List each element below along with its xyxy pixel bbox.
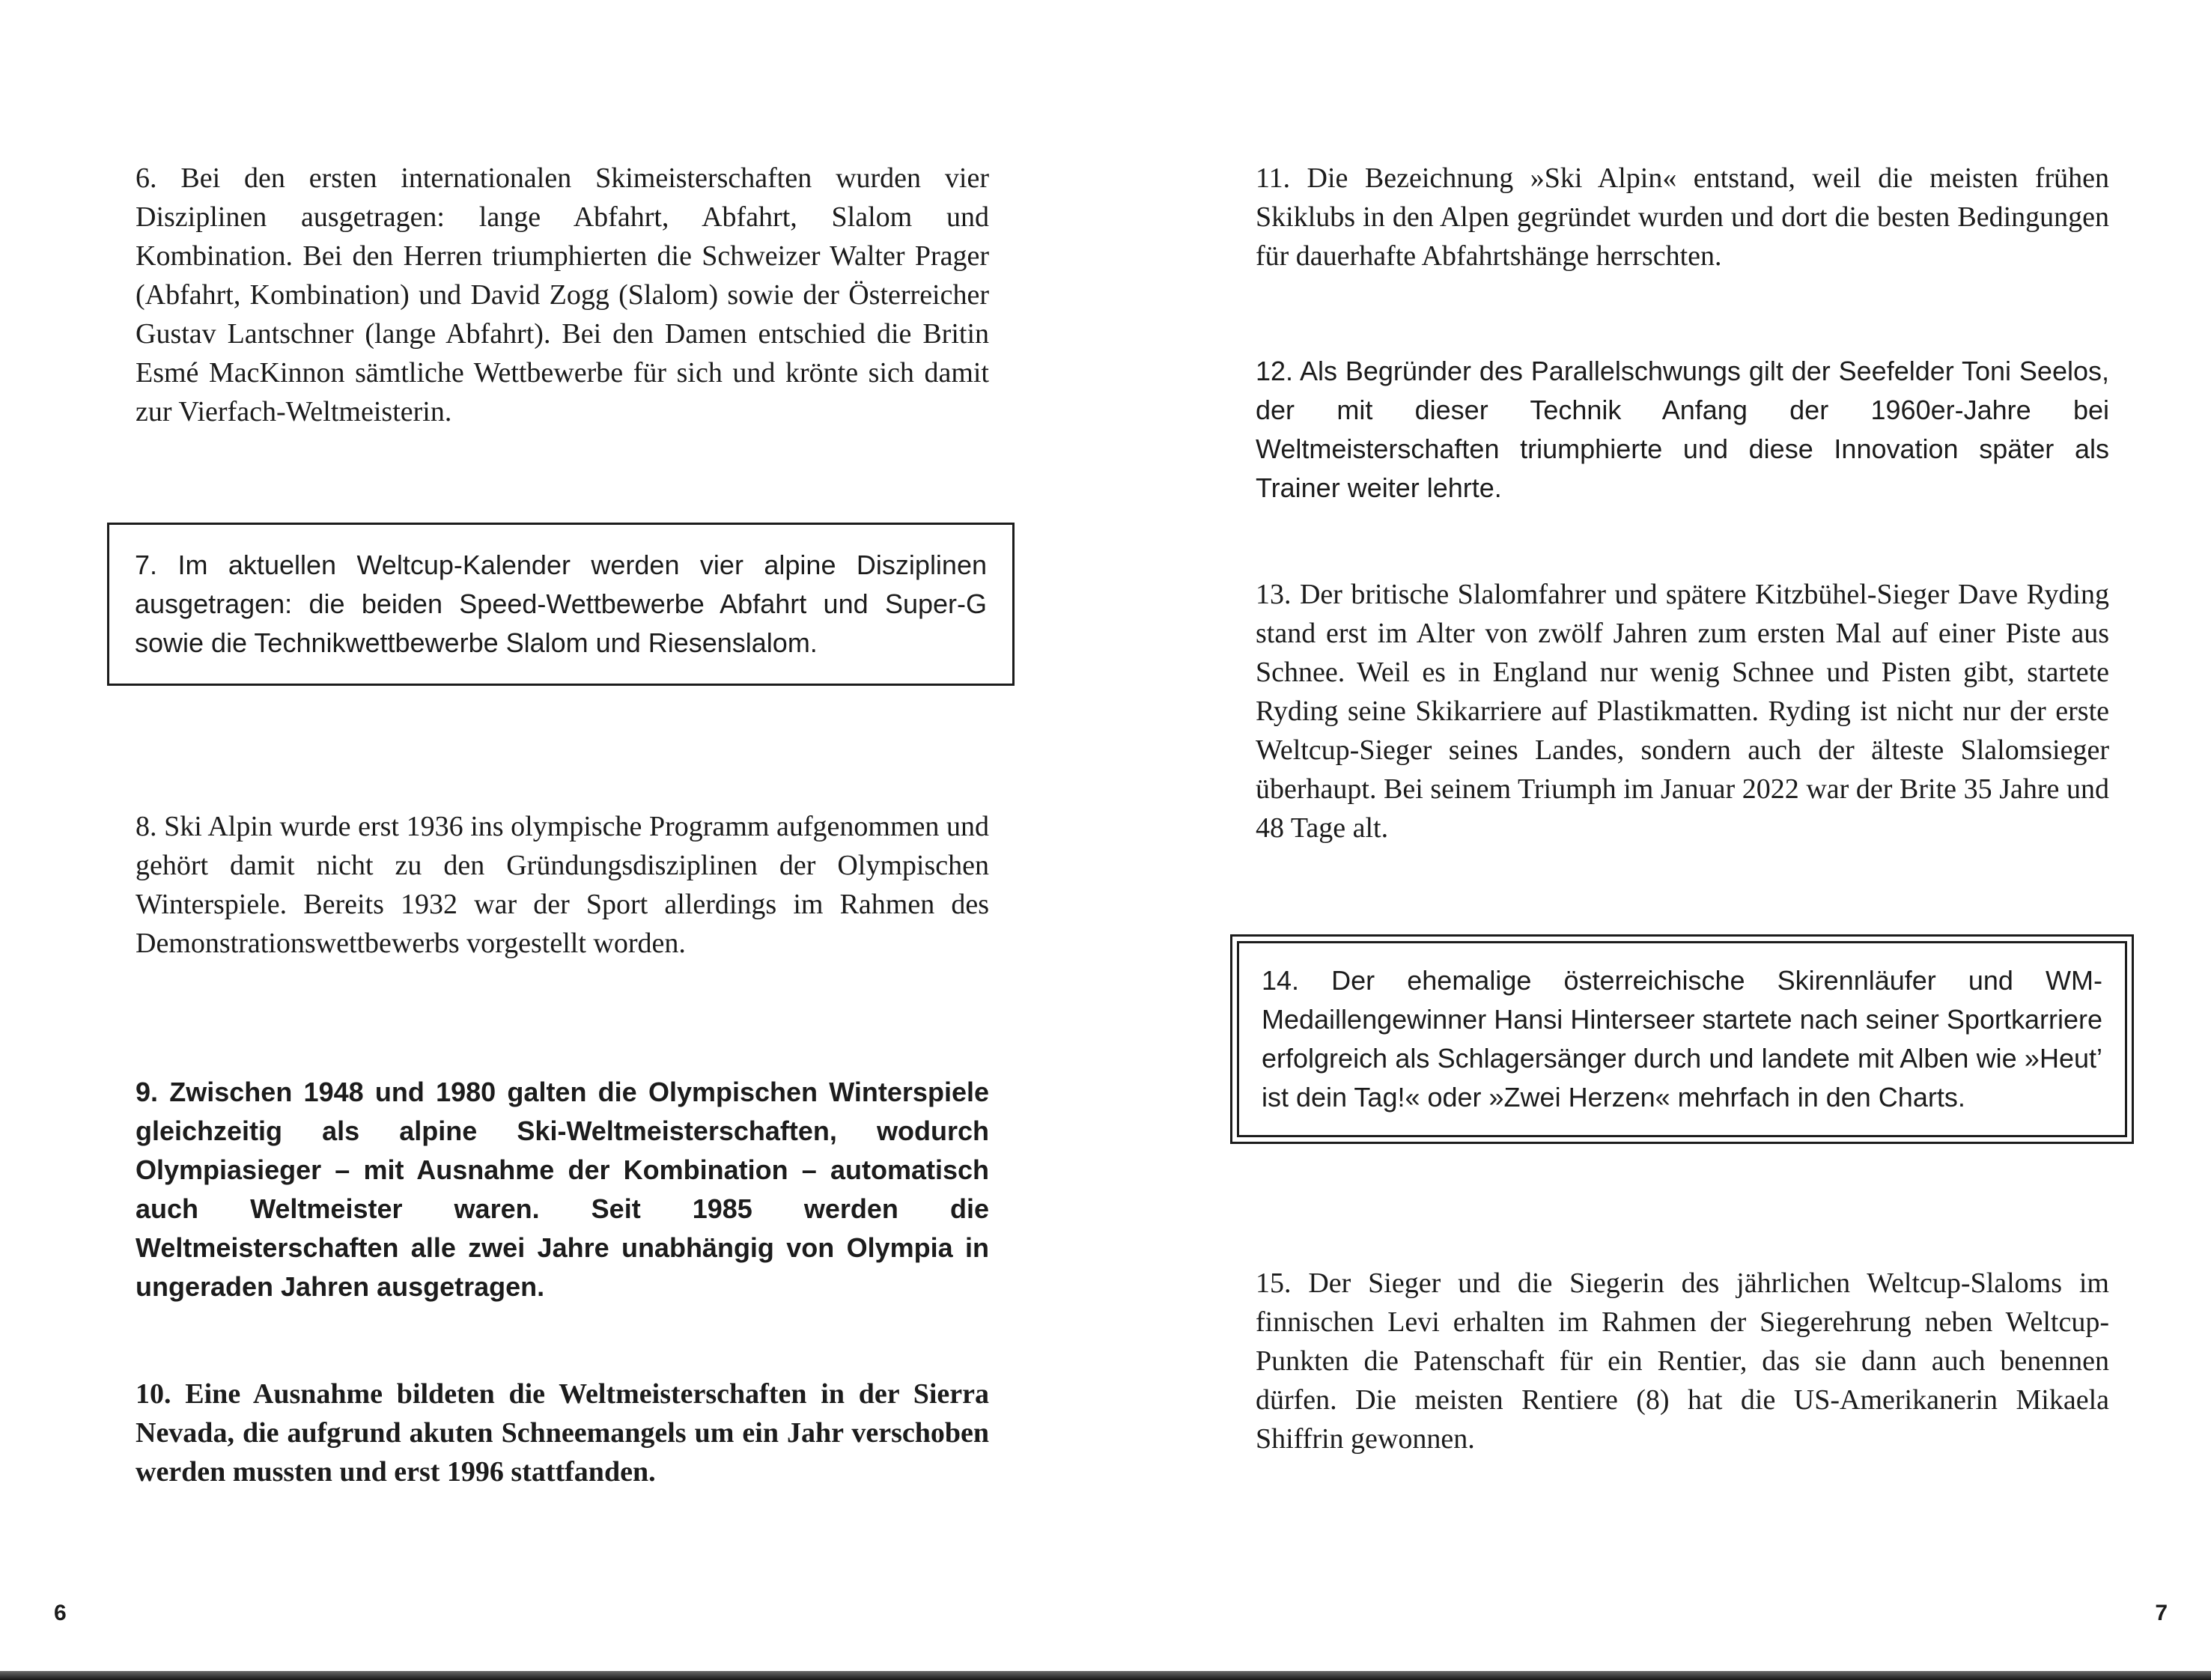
paragraph-14: 14. Der ehemalige österreichische Skirennläufer und WM-Medaillengewinner Hansi Hinterseer startete nach seiner Sportkarriere erfolgreich als Schlagersänger durch und landete mit Alben wie »Heut’ ist dein Tag!« oder »Zwei Herzen« mehrfach in den Charts. <box>1262 965 2102 1113</box>
fact-box-14 <box>1230 934 2134 1144</box>
paragraph-13: 13. Der britische Slalomfahrer und spätere Kitzbühel-Sieger Dave Ryding stand erst im Alter von zwölf Jahren zum ersten Mal auf einer Piste aus Schnee. Weil es in England nur wenig Schnee und Pisten gibt, startete Ryding seine Skikarriere auf Plastikmatten. Ryding ist nicht nur der erste Weltcup-Sieger seines Landes, sondern auch der älteste Slalomsieger überhaupt. Bei seinem Triumph im Januar 2022 war der Brite 35 Jahre und 48 Tage alt. <box>1256 579 2109 844</box>
paragraph-11: 11. Die Bezeichnung »Ski Alpin« entstand, weil die meisten frühen Skiklubs in den Alpen gegründet wurden und dort die besten Bedingungen für dauerhafte Abfahrtshänge herrschten. <box>1256 162 2109 272</box>
fact-box-7 <box>107 523 1015 686</box>
paragraph-6: 6. Bei den ersten internationalen Skimeisterschaften wurden vier Disziplinen ausgetragen: lange Abfahrt, Abfahrt, Slalom und Kombination. Bei den Herren triumphierten die Schweizer Walter Prager (Abfahrt, Kombination) und David Zogg (Slalom) sowie der Österreicher Gustav Lantschner (lange Abfahrt). Bei den Damen entschied die Britin Esmé MacKinnon sämtliche Wettbewerbe für sich und krönte sich damit zur Vierfach-Weltmeisterin. <box>136 162 989 427</box>
page-left <box>0 0 1105 1680</box>
page-right <box>1106 0 2211 1680</box>
paragraph-10: 10. Eine Ausnahme bildeten die Weltmeisterschaften in der Sierra Nevada, die aufgrund akuten Schneemangels um ein Jahr verschoben werden mussten und erst 1996 stattfanden. <box>136 1378 989 1488</box>
paragraph-15: 15. Der Sieger und die Siegerin des jährlichen Weltcup-Slaloms im finnischen Levi erhalten im Rahmen der Siegerehrung neben Weltcup-Punkten die Patenschaft für ein Rentier, das sie dann auch benennen dürfen. Die meisten Rentiere (8) hat die US-Amerikanerin Mikaela Shiffrin gewonnen. <box>1256 1267 2109 1455</box>
page-number-right: 7 <box>2155 1601 2168 1625</box>
paragraph-7: 7. Im aktuellen Weltcup-Kalender werden vier alpine Disziplinen ausgetragen: die beiden Speed-Wettbewerbe Abfahrt und Super-G sowie die Technikwettbewerbe Slalom und Riesenslalom. <box>135 550 987 658</box>
scan-bottom-edge <box>0 1671 2211 1680</box>
fact-box-14-inner-border <box>1237 941 2127 1137</box>
paragraph-9: 9. Zwischen 1948 und 1980 galten die Olympischen Winterspiele gleichzeitig als alpine Ski-Weltmeisterschaften, wodurch Olympiasieger – mit Ausnahme der Kombination – automatisch auch Weltmeister waren. Seit 1985 werden die Weltmeisterschaften alle zwei Jahre unabhängig von Olympia in ungeraden Jahren ausgetragen. <box>136 1077 989 1302</box>
paragraph-12: 12. Als Begründer des Parallelschwungs gilt der Seefelder Toni Seelos, der mit dieser Technik Anfang der 1960er-Jahre bei Weltmeisterschaften triumphierte und diese Innovation später als Trainer weiter lehrte. <box>1256 356 2109 503</box>
paragraph-8: 8. Ski Alpin wurde erst 1936 ins olympische Programm aufgenommen und gehört damit nicht zu den Gründungsdisziplinen der Olympischen Winterspiele. Bereits 1932 war der Sport allerdings im Rahmen des Demonstrationswettbewerbs vorgestellt worden. <box>136 811 989 959</box>
page-number-left: 6 <box>54 1601 67 1625</box>
